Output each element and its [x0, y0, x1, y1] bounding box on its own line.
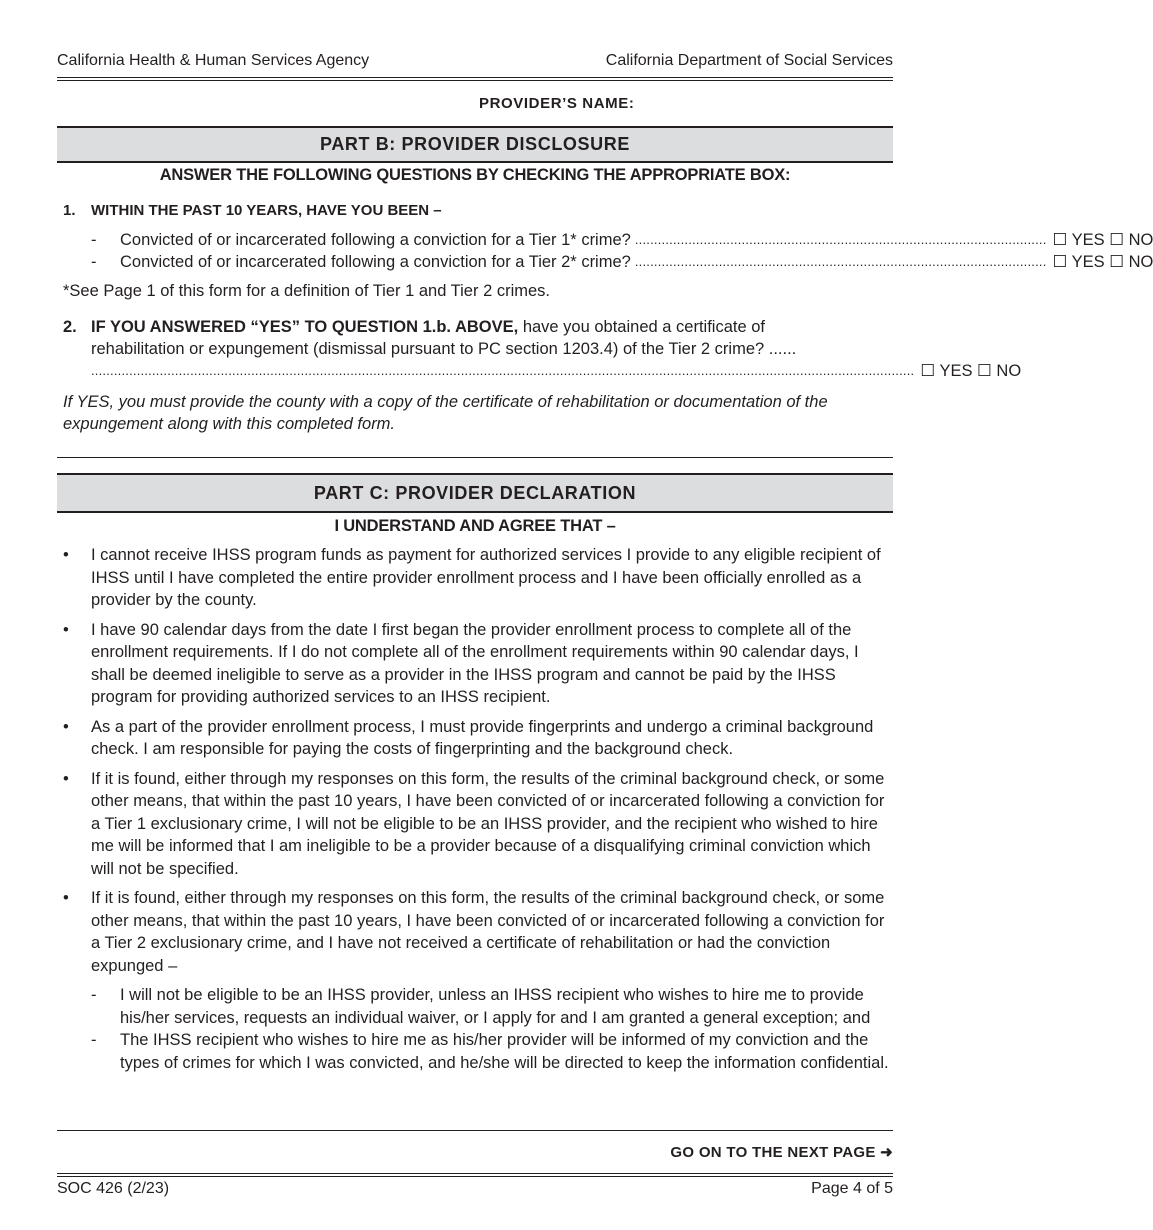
agency-name: California Health & Human Services Agency — [57, 52, 370, 69]
question-1b-text: Convicted of or incarcerated following a conviction for a Tier 2* crime? — [120, 253, 631, 271]
sub-list-item-text: The IHSS recipient who wishes to hire me as his/her provider will be informed of my conviction and the types of crimes for which I was convicted, and he/she will be directed to keep the information confidential. — [120, 1031, 889, 1072]
footer-divider — [57, 1173, 893, 1177]
question-2-number: 2. — [63, 318, 77, 336]
rehabilitation-note: If YES, you must provide the county with a copy of the certificate of rehabilitation or documentation of the expungement along with this completed form. — [63, 393, 828, 433]
question-1b-row — [91, 252, 1153, 272]
list-item — [63, 887, 893, 977]
part-b-instruction: ANSWER THE FOLLOWING QUESTIONS BY CHECKING THE APPROPRIATE BOX: — [159, 166, 791, 184]
dot-leader: ............................................................................................................ — [634, 232, 1047, 247]
question-1a-row — [91, 230, 1153, 250]
bullet-marker: • — [63, 620, 69, 639]
question-2-text-1: have you obtained a certificate of — [518, 318, 765, 336]
declaration-list — [63, 544, 893, 1074]
question-1a-yes-no-checkboxes[interactable]: ☐ YES ☐ NO — [1052, 231, 1153, 249]
next-page-instruction: GO ON TO THE NEXT PAGE ➜ — [670, 1144, 893, 1161]
part-b-title: PART B: PROVIDER DISCLOSURE — [320, 134, 630, 154]
section-divider — [57, 457, 893, 458]
question-1b-yes-no-checkboxes[interactable]: ☐ YES ☐ NO — [1052, 253, 1153, 271]
list-item-text: I cannot receive IHSS program funds as payment for authorized services I provide to any eligible recipient of IHSS until I have completed the entire provider enrollment process and I have been officially enrolled as a provider by the county. — [91, 546, 881, 609]
dot-leader: ........................................................................................................................................................................................................................ — [91, 363, 915, 378]
form-id: SOC 426 (2/23) — [57, 1180, 170, 1197]
list-item-text: As a part of the provider enrollment process, I must provide fingerprints and undergo a criminal background check. I am responsible for paying the costs of fingerprinting and the background check. — [91, 717, 874, 758]
bullet-marker: • — [63, 889, 69, 907]
sub-list-item — [91, 984, 893, 1029]
page-header — [57, 52, 893, 70]
sub-list — [91, 984, 893, 1074]
part-c-heading — [57, 473, 893, 513]
list-item — [63, 716, 893, 761]
question-2 — [63, 316, 1022, 382]
dash-marker: - — [91, 253, 97, 271]
bullet-marker: • — [63, 717, 69, 736]
page-footer — [57, 1180, 893, 1198]
dash-marker: - — [91, 231, 97, 249]
page-number: Page 4 of 5 — [811, 1180, 893, 1197]
bullet-marker: • — [63, 546, 69, 564]
part-b-heading — [57, 126, 893, 163]
question-1a-text: Convicted of or incarcerated following a conviction for a Tier 1* crime? — [120, 231, 631, 249]
question-2-yes-no-checkboxes[interactable]: ☐ YES ☐ NO — [920, 362, 1022, 380]
question-2-lead: IF YOU ANSWERED “YES” TO QUESTION 1.b. ABOVE, — [91, 318, 519, 336]
dot-leader: ............................................................................................................ — [634, 254, 1047, 269]
provider-name-label: PROVIDER’S NAME: — [479, 95, 635, 112]
list-item-text: I have 90 calendar days from the date I first began the provider enrollment process to complete all of the enrollment requirements. If I do not complete all of the enrollment requirements within 90 calendar days, I shall be deemed ineligible to serve as a provider in the IHSS program and cannot be paid by the IHSS program for providing authorized services to an IHSS recipient. — [91, 620, 859, 706]
sub-list-item-text: I will not be eligible to be an IHSS provider, unless an IHSS recipient who wishes to hire me to provide his/her services, requests an individual waiver, or I apply for and I am granted a general exception; and — [120, 986, 871, 1027]
list-item — [63, 544, 893, 612]
department-name: California Department of Social Services — [605, 52, 893, 69]
question-2-text-2: rehabilitation or expungement (dismissal pursuant to PC section 1203.4) of the Tier 2 crime? ...... — [91, 340, 797, 358]
part-c-subtitle: I UNDERSTAND AND AGREE THAT – — [334, 517, 616, 535]
dash-marker: - — [91, 1031, 97, 1049]
question-1-text: WITHIN THE PAST 10 YEARS, HAVE YOU BEEN – — [91, 202, 442, 219]
header-divider — [57, 77, 893, 81]
list-item — [63, 768, 893, 881]
list-item-text: If it is found, either through my responses on this form, the results of the criminal background check, or some other means, that within the past 10 years, I have been convicted of or incarcerated following a conviction for a Tier 2 exclusionary crime, and I have not received a certificate of rehabilitation or had the conviction expunged – — [91, 889, 885, 975]
question-1-number: 1. — [63, 202, 76, 219]
part-c-title: PART C: PROVIDER DECLARATION — [313, 483, 637, 503]
sub-list-item — [91, 1029, 893, 1074]
bottom-divider — [57, 1130, 893, 1131]
question-1 — [63, 202, 442, 219]
dash-marker: - — [91, 986, 97, 1004]
tier-footnote: *See Page 1 of this form for a definition of Tier 1 and Tier 2 crimes. — [63, 282, 550, 300]
list-item — [63, 619, 893, 709]
bullet-marker: • — [63, 769, 69, 788]
list-item-text: If it is found, either through my responses on this form, the results of the criminal background check, or some other means, that within the past 10 years, I have been convicted of or incarcerated following a conviction for a Tier 1 exclusionary crime, I will not be eligible to be an IHSS provider, and the recipient who wished to hire me will be informed that I am ineligible to be a provider because of a disqualifying criminal conviction which will not be specified. — [91, 769, 885, 878]
